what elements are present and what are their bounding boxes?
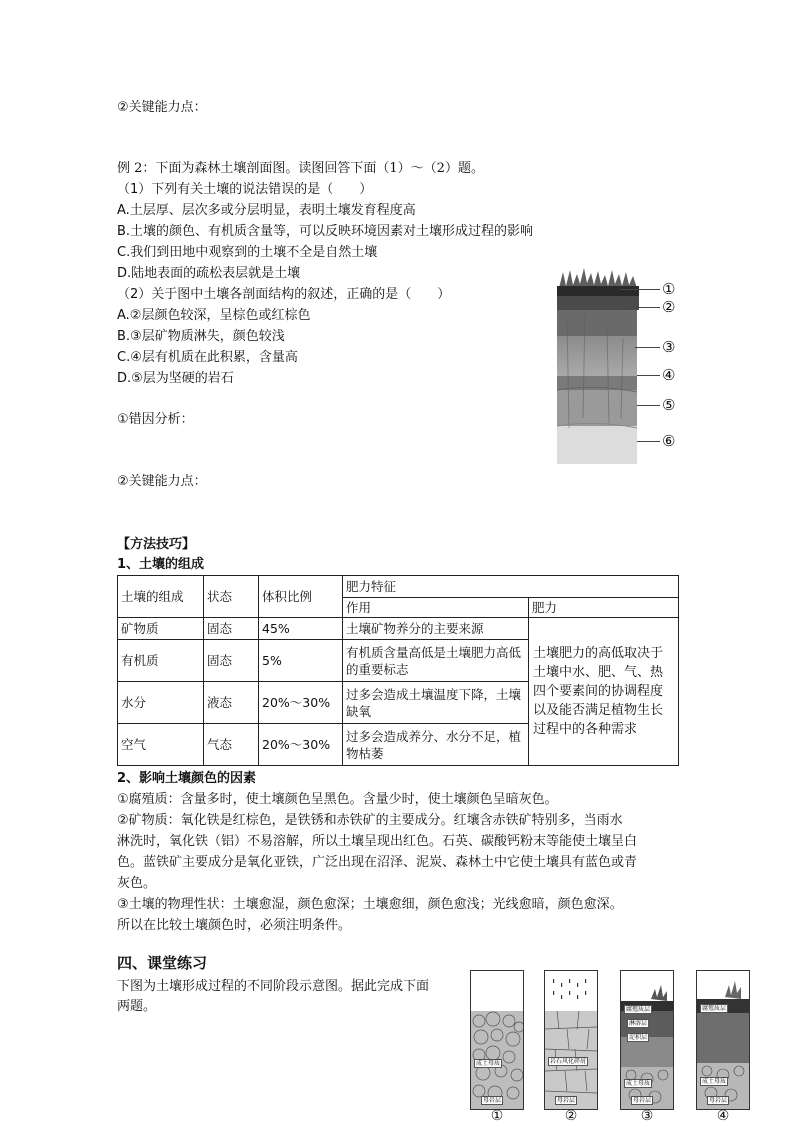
table-row-function: 有机质含量高低是土壤肥力高低的重要标志 [343,640,529,682]
stage-figure-1 [470,970,524,1110]
color-line-2: ②矿物质：氧化铁是红棕色，是铁锈和赤铁矿的主要成分。红壤含赤铁矿特别多，当雨水 [117,813,623,828]
color-line-4: 色。蓝铁矿主要成分是氧化亚铁，广泛出现在沼泽、泥炭、森林土中它使土壤具有蓝色或青 [117,855,638,870]
table-row-state: 气态 [204,724,259,766]
table-row-function: 土壤矿物养分的主要来源 [343,618,529,640]
error-analysis-label: ①错因分析： [117,412,194,427]
section2-title: 2、影响土壤颜色的因素 [117,771,257,786]
stage-figure-3 [620,970,674,1110]
stage4-tag-parent: 成土母质 [702,1078,727,1085]
q2-option-a: A.②层颜色较深，呈棕色或红棕色 [117,308,311,323]
stage3-tag-bedrock: 母岩层 [633,1097,652,1104]
stage-figure-4 [696,970,750,1110]
practice-intro-line1: 下图为土壤形成过程的不同阶段示意图。据此完成下面 [117,979,430,994]
profile-marker-3: ③ [662,338,676,356]
stage-label-3: ③ [640,1108,654,1124]
profile-marker-6: ⑥ [662,432,676,450]
stage3-tag-parent: 成土母质 [626,1080,651,1087]
header-composition: 土壤的组成 [118,576,204,618]
methods-heading: 【方法技巧】 [117,537,196,552]
stage2-tag-weathered: 岩石风化碎屑 [550,1058,587,1065]
practice-heading: 四、课堂练习 [117,954,208,972]
q1-stem: （1）下列有关土壤的说法错误的是（ ） [117,182,373,197]
table-row-state: 固态 [204,640,259,682]
stage1-tag-parent: 成土母质 [476,1060,501,1067]
color-line-3: 淋洗时，氧化铁（铝）不易溶解，所以土壤呈现出红色。石英、碳酸钙粉末等能使土壤呈白 [117,834,638,849]
stage-label-2: ② [564,1108,578,1124]
profile-marker-4: ④ [662,366,676,384]
table-row-name: 水分 [118,682,204,724]
q2-option-d: D.⑤层为坚硬的岩石 [117,371,234,386]
profile-marker-2: ② [662,298,676,316]
fertility-description: 土壤肥力的高低取决于土壤中水、肥、气、热四个要素间的协调程度以及能否满足植物生长过程中的各种需求 [529,618,679,766]
soil-composition-table [117,575,679,766]
q1-option-a: A.土层厚、层次多或分层明显，表明土壤发育程度高 [117,203,416,218]
practice-intro-line2: 两题。 [117,999,157,1014]
color-line-6: ③土壤的物理性状：土壤愈湿，颜色愈深；土壤愈细，颜色愈浅；光线愈暗，颜色愈深。 [117,897,623,912]
color-line-7: 所以在比较土壤颜色时，必须注明条件。 [117,918,352,933]
stage4-tag-bedrock: 母岩层 [709,1097,728,1104]
stage3-tag-illuvial: 淀积层 [629,1034,648,1041]
stage2-tag-bedrock: 母岩层 [557,1097,576,1104]
key-points-label: ②关键能力点： [117,474,207,489]
table-row-name: 有机质 [118,640,204,682]
table-row-ratio: 5% [259,640,343,682]
table-row-ratio: 20%～30% [259,724,343,766]
prev-key-points-label: ②关键能力点： [117,100,207,115]
stage3-tag-humus: 腐殖质层 [626,1006,651,1013]
table-row-function: 过多会造成土壤温度下降，土壤缺氧 [343,682,529,724]
stage-figure-2 [544,970,598,1110]
table-row-ratio: 20%～30% [259,682,343,724]
stage4-tag-humus: 腐殖质层 [702,1005,727,1012]
header-fertility-features: 肥力特征 [343,576,679,598]
table-row-function: 过多会造成养分、水分不足，植物枯萎 [343,724,529,766]
q1-option-b: B.土壤的颜色、有机质含量等，可以反映环境因素对土壤形成过程的影响 [117,224,534,239]
header-state: 状态 [204,576,259,618]
header-function: 作用 [343,598,529,618]
q2-stem: （2）关于图中土壤各剖面结构的叙述，正确的是（ ） [117,287,451,302]
table-row-state: 固态 [204,618,259,640]
header-fertility: 肥力 [529,598,679,618]
q1-option-c: C.我们到田地中观察到的土壤不全是自然土壤 [117,245,378,260]
q1-option-d: D.陆地表面的疏松表层就是土壤 [117,266,301,281]
color-line-1: ①腐殖质：含量多时，使土壤颜色呈黑色。含量少时，使土壤颜色呈暗灰色。 [117,792,558,807]
profile-marker-5: ⑤ [662,396,676,414]
profile-marker-1: ① [662,280,676,298]
example2-intro: 例 2：下面为森林土壤剖面图。读图回答下面（1）～（2）题。 [117,161,484,176]
color-line-5: 灰色。 [117,876,157,891]
stage-label-1: ① [490,1108,504,1124]
table-row-name: 矿物质 [118,618,204,640]
table-row-ratio: 45% [259,618,343,640]
soil-profile-image [557,268,643,464]
stage1-tag-bedrock: 母岩层 [483,1097,502,1104]
q2-option-b: B.③层矿物质淋失，颜色较浅 [117,329,285,344]
table-row-state: 液态 [204,682,259,724]
stage3-tag-eluvial: 淋溶层 [629,1020,648,1027]
section1-title: 1、土壤的组成 [117,557,205,572]
q2-option-c: C.④层有机质在此积累，含量高 [117,350,298,365]
header-volume: 体积比例 [259,576,343,618]
stage-label-4: ④ [716,1108,730,1124]
table-row-name: 空气 [118,724,204,766]
